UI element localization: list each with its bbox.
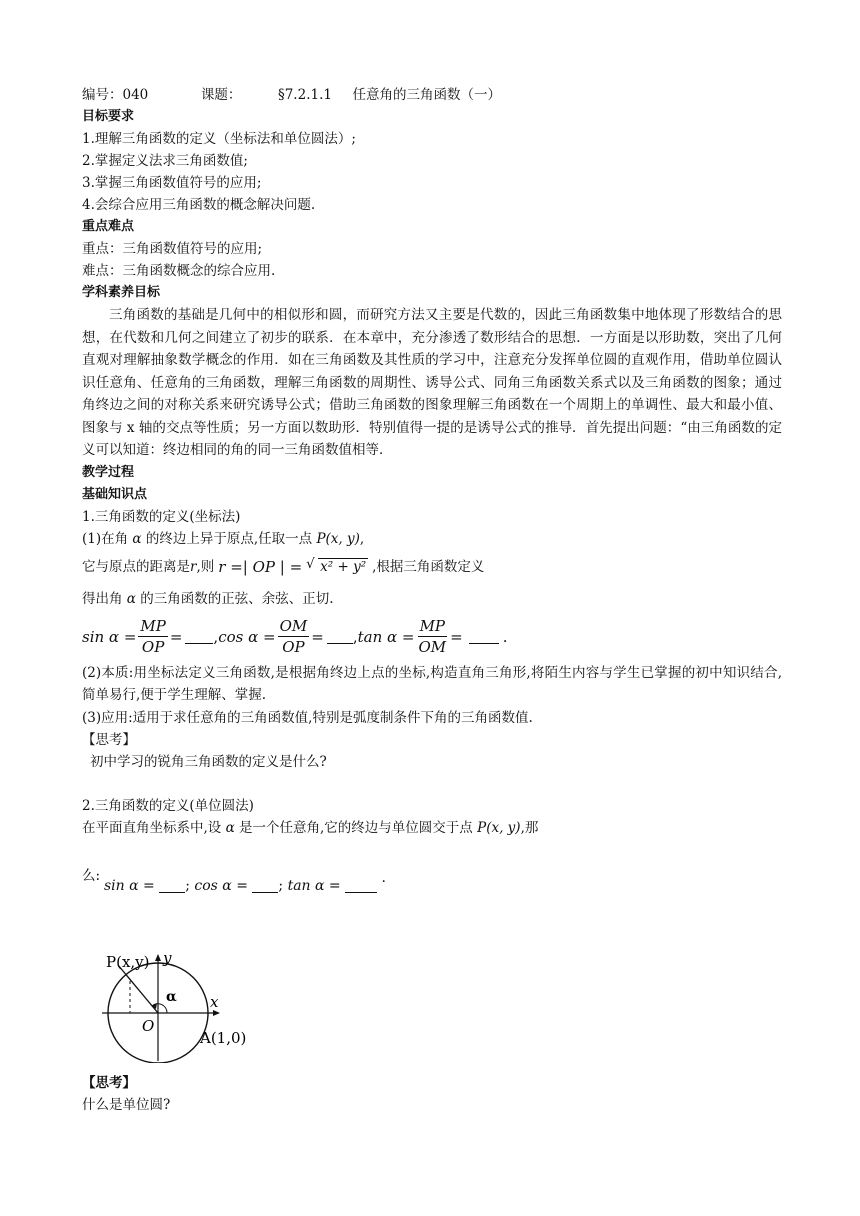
denominator: OM [418, 638, 447, 656]
course-label: 课题： [200, 87, 242, 103]
answer-blank[interactable] [252, 878, 278, 893]
alpha-symbol: α [132, 530, 142, 547]
equals-sign: = [311, 627, 324, 646]
sqrt-expression: √ x² + y² [306, 555, 367, 575]
numerator: OM [279, 617, 308, 635]
point-p: P(x, y) [316, 530, 360, 547]
goal-item: 2.掌握定义法求三角函数值; [82, 153, 248, 169]
think-label-2: 【思考】 [82, 1075, 136, 1091]
denominator: OP [282, 638, 305, 656]
def1-title: 1.三角函数的定义(坐标法) [82, 508, 241, 525]
alpha-symbol: α [126, 590, 136, 607]
key-points-heading: 重点难点 [82, 219, 135, 234]
text-fragment: 是一个任意角,它的终边与单位圆交于点 [239, 819, 473, 836]
section-number: §7.2.1.1 [277, 87, 332, 103]
answer-blank[interactable] [159, 878, 185, 893]
tan-label: tan α = [357, 627, 415, 646]
cos-label: cos α = [194, 877, 248, 894]
x-axis-label: x [210, 993, 219, 1011]
key-point: 重点：三角函数值符号的应用; [82, 241, 263, 257]
text-fragment: ,那 [520, 819, 539, 836]
y-axis-label: y [163, 949, 172, 967]
r-equation: r =| OP | = [218, 557, 303, 576]
y-axis-arrow [155, 954, 161, 961]
unit-circle-formulas [104, 869, 386, 897]
goals-heading: 目标要求 [82, 109, 135, 124]
think-question-1: 初中学习的锐角三角函数的定义是什么? [90, 753, 327, 770]
nature-paragraph: (2)本质:用坐标法定义三角函数,是根据角终边上点的坐标,构造直角三角形,将陌生内容与学生已掌握的初中知识结合,简单易行,便于学生理解、掌握. [82, 664, 782, 703]
period: . [381, 869, 386, 886]
goal-item: 1.理解三角函数的定义（坐标法和单位圆法）; [82, 131, 356, 147]
fraction-mp-op [138, 616, 167, 657]
fraction-mp-om [416, 616, 448, 657]
def1-line3 [82, 588, 782, 610]
sqrt-radicand: x² + y² [320, 558, 367, 575]
text-fragment: ,根据三角函数定义 [372, 558, 485, 575]
process-heading: 教学过程 [82, 464, 135, 480]
think-section-2 [82, 1072, 170, 1116]
definition-formulas [82, 612, 782, 662]
def1-line1 [82, 528, 782, 550]
point-p-label: P(x,y) [106, 953, 150, 971]
numerator: MP [140, 617, 166, 635]
def1-line2 [82, 550, 782, 584]
text-fragment: 的三角函数的正弦、余弦、正切. [140, 590, 334, 607]
numerator: MP [419, 617, 446, 635]
def2-title: 2.三角函数的定义(单位圆法) [82, 797, 254, 814]
origin-label: O [142, 1017, 155, 1035]
doc-number: 编号：040 [82, 87, 149, 103]
denominator: OP [141, 638, 165, 656]
lesson-title: 任意角的三角函数（一） [352, 87, 502, 103]
goal-item: 4.会综合应用三角函数的概念解决问题. [82, 197, 316, 213]
answer-blank[interactable] [469, 629, 499, 644]
sin-label: sin α = [104, 877, 155, 894]
think-label-1: 【思考】 [82, 731, 136, 748]
application-line: (3)应用:适用于求任意角的三角函数值,特别是弧度制条件下角的三角函数值. [82, 709, 533, 726]
fraction-om-op [278, 616, 310, 657]
comma: , [352, 627, 358, 646]
equals-sign: = [169, 627, 183, 646]
literacy-heading: 学科素养目标 [82, 285, 161, 300]
equals-sign: = [450, 627, 463, 646]
comma: , [213, 627, 219, 646]
difficult-point: 难点：三角函数概念的综合应用. [82, 263, 276, 279]
def2-line1 [82, 817, 782, 839]
basics-subheading: 基础知识点 [82, 486, 148, 502]
sin-label: sin α = [82, 627, 137, 646]
period: . [502, 627, 508, 646]
point-p: P(x, y) [477, 819, 521, 836]
document-header [82, 84, 782, 106]
text-fragment: ,则 [196, 558, 215, 575]
unit-circle-diagram [100, 943, 260, 1063]
r-symbol: r [190, 558, 197, 575]
text-fragment: 的终边上异于原点,任取一点 [145, 530, 313, 547]
text-fragment: 么: [82, 867, 101, 884]
semicolon: ; [185, 877, 190, 894]
text-fragment: 在平面直角坐标系中,设 [82, 819, 222, 836]
literacy-paragraph: 三角函数的基础是几何中的相似形和圆，而研究方法又主要是代数的，因此三角函数集中地体现了形数结合的思想，在代数和几何之间建立了初步的联系．在本章中，充分渗透了数形结合的思想．一方面是以形助数，突出了几何直观对理解抽象数学概念的作用．如在三角函数及其性质的学习中，注意充分发挥单位圆的直观作用，借助单位圆认识任意角、任意角的三角函数，理解三角函数的周期性、诱导公式、同角三角函数关系式以及三角函数的图象；通过角终边之间的对称关系来研究诱导公式；借助三角函数的图象理解三角函数在一个周期上的单调性、最大和最小值、图象与 x 轴的交点等性质；另一方面以数助形．特别值得一提的是诱导公式的推导．首先提出问题：“由三角函数的定义可以知道：终边相同的角的同一三角函数值相等． [82, 307, 782, 458]
text-fragment: (1)在角 [82, 530, 129, 547]
point-a-label: A(1,0) [200, 1029, 247, 1047]
document-page [82, 84, 782, 895]
answer-blank[interactable] [185, 629, 213, 644]
tan-label: tan α = [287, 877, 341, 894]
text-fragment: , [359, 530, 365, 547]
text-fragment: 它与原点的距离是 [82, 558, 190, 575]
answer-blank[interactable] [345, 878, 377, 893]
def2-line2 [82, 865, 782, 895]
goal-item: 3.掌握三角函数值符号的应用; [82, 175, 262, 191]
alpha-symbol: α [225, 819, 235, 836]
semicolon: ; [278, 877, 284, 894]
text-fragment: 得出角 [82, 590, 123, 607]
think-question-2: 什么是单位圆? [82, 1097, 171, 1113]
answer-blank[interactable] [327, 629, 353, 644]
cos-label: cos α = [218, 627, 276, 646]
alpha-label: α [166, 989, 177, 1005]
